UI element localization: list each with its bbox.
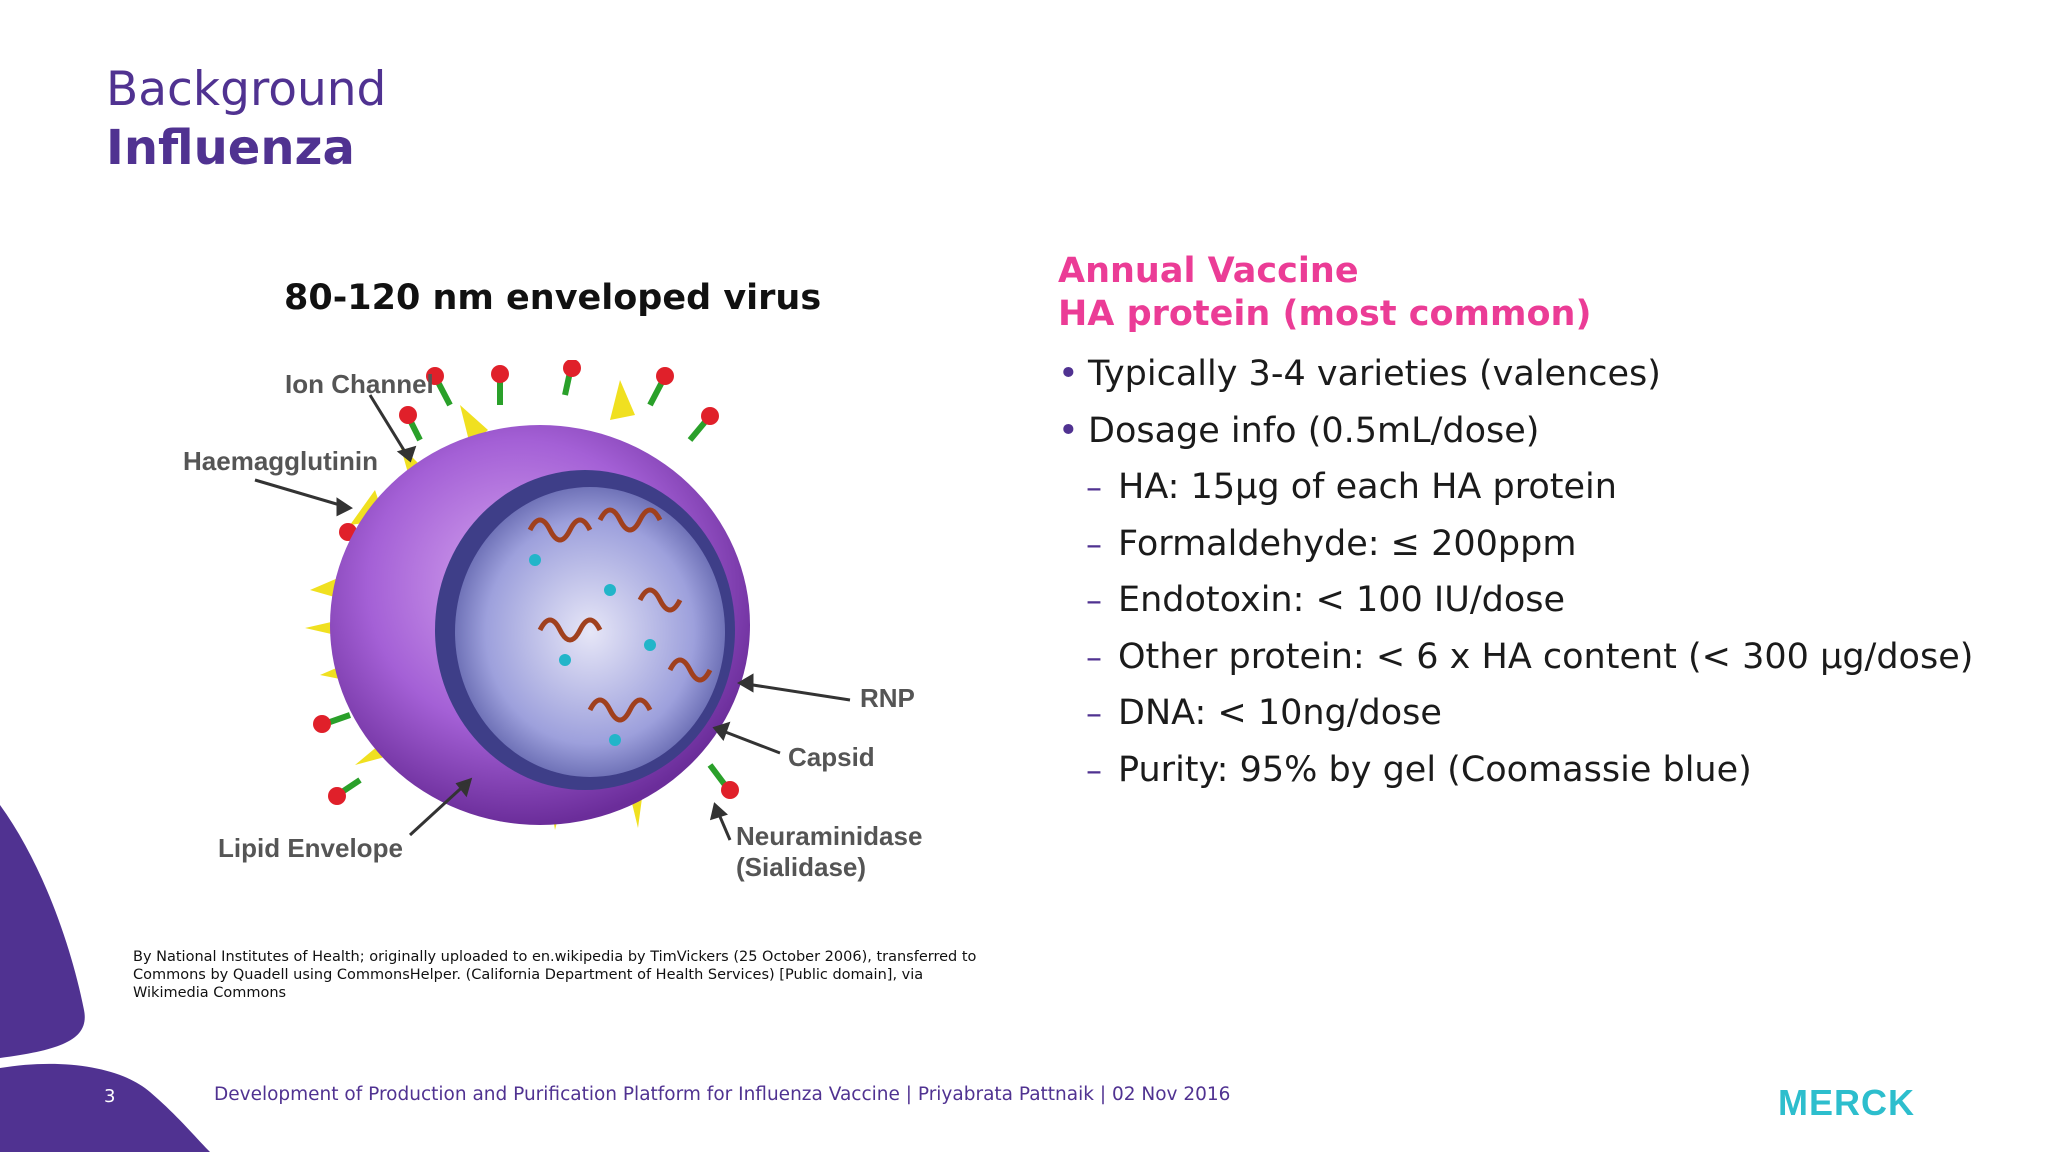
- page-title: Background: [106, 62, 387, 117]
- dash-marker: –: [1086, 750, 1102, 789]
- label-lipid-envelope: Lipid Envelope: [218, 833, 403, 863]
- figure-caption: 80-120 nm enveloped virus: [284, 278, 822, 318]
- page-subtitle: Influenza: [106, 120, 355, 176]
- list-item: • Typically 3-4 varieties (valences): [1058, 346, 2018, 403]
- page-number: 3: [104, 1086, 116, 1107]
- footer-text: Development of Production and Purification Platform for Influenza Vaccine | Priyabrata Pattnaik | 02 Nov 2016: [214, 1084, 1231, 1105]
- dash-marker: –: [1086, 637, 1102, 676]
- list-item: • Dosage info (0.5mL/dose): [1058, 403, 2018, 460]
- bullet-marker: •: [1058, 410, 1079, 451]
- image-credit: By National Institutes of Health; originally uploaded to en.wikipedia by TimVickers (25 October 2006), transferred to Commons by Quadell using CommonsHelper. (California Department of Health Services) [Public domain], via Wikimedia Commons: [133, 949, 977, 1001]
- list-item: – DNA: < 10ng/dose: [1058, 685, 2018, 742]
- bullet-marker: •: [1058, 354, 1079, 394]
- label-capsid: Capsid: [788, 742, 875, 772]
- influenza-virus-diagram: [170, 360, 950, 890]
- list-item: – Other protein: < 6 x HA content (< 300 μg/dose): [1058, 629, 2018, 686]
- label-neuraminidase: Neuraminidase: [736, 821, 923, 851]
- content-panel: [1058, 250, 2018, 798]
- bullet-list: [1058, 346, 2018, 798]
- merck-logo: MERCK: [1778, 1082, 1915, 1123]
- list-item: – Endotoxin: < 100 IU/dose: [1058, 572, 2018, 629]
- list-item: – HA: 15μg of each HA protein: [1058, 459, 2018, 516]
- list-item: – Formaldehyde: ≤ 200ppm: [1058, 516, 2018, 573]
- list-item: – Purity: 95% by gel (Coomassie blue): [1058, 742, 2018, 799]
- label-ion-channel: Ion Channel: [285, 369, 434, 399]
- dash-marker: –: [1086, 468, 1102, 506]
- heading-annual-vaccine: Annual Vaccine: [1058, 251, 1359, 291]
- dash-marker: –: [1086, 694, 1102, 732]
- label-sialidase: (Sialidase): [736, 852, 867, 882]
- dash-marker: –: [1086, 581, 1102, 619]
- label-haemagglutinin: Haemagglutinin: [183, 446, 379, 476]
- dash-marker: –: [1086, 524, 1102, 563]
- label-rnp: RNP: [860, 683, 915, 713]
- heading-ha-protein: HA protein (most common): [1058, 294, 1592, 334]
